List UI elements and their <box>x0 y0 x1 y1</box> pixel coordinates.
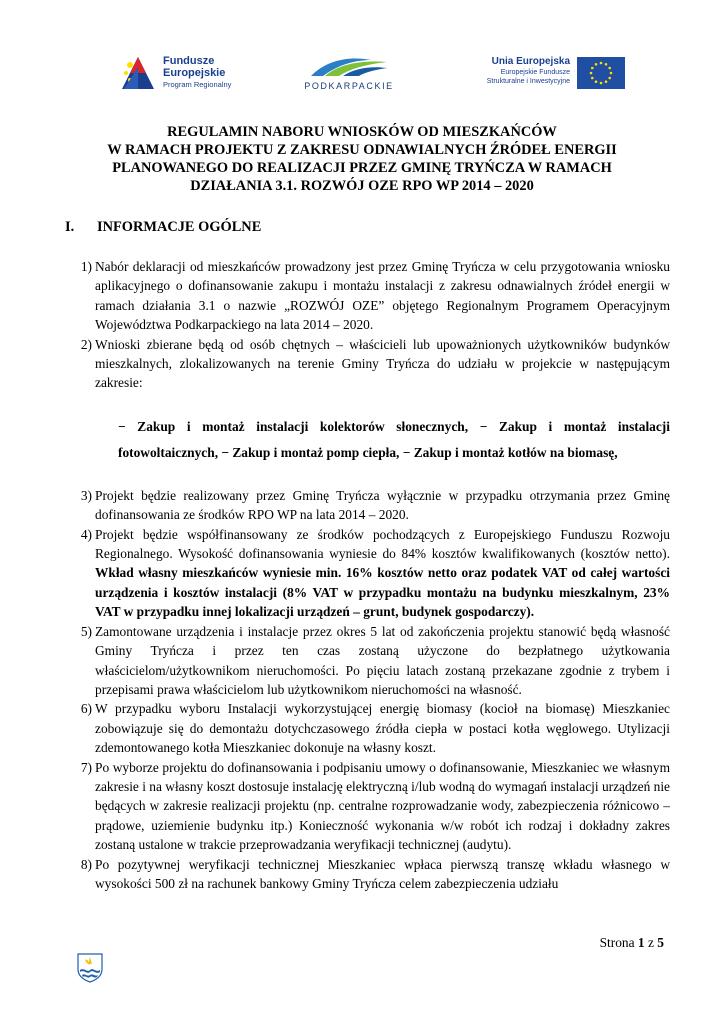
item-number: 7) <box>80 759 92 775</box>
page-current: 1 <box>637 935 645 950</box>
item-number: 4) <box>80 526 92 542</box>
list-item <box>60 335 670 393</box>
fe-logo-line1: Fundusze <box>163 55 215 67</box>
ue-logo-line2: Europejskie Fundusze <box>500 69 570 76</box>
title-line: PLANOWANEGO DO REALIZACJI PRZEZ GMINĘ TRYŃCZA W RAMACH <box>112 160 612 176</box>
title-line: REGULAMIN NABORU WNIOSKÓW OD MIESZKAŃCÓW <box>167 124 557 140</box>
item-text: Zamontowane urządzenia i instalacje przez okres 5 lat od zakończenia projektu stanowić będą własność Gminy Tryńcza i przez ten czas zostaną użyczone do bezpłatnego użytkowania właścicielom/użytkownikom nieruchomości. Po pięciu latach zostaną przekazane zgodnie z trybem i przepisami prawa właścicielom lub użytkownikom nieruchomości na własność. <box>95 623 670 697</box>
podkarpackie-hills-icon <box>309 54 389 78</box>
item-text: Projekt będzie realizowany przez Gminę Tryńcza wyłącznie w przypadku otrzymania przez Gminę dofinansowania ze środków RPO WP na lata 2014 – 2020. <box>95 487 670 523</box>
list-item <box>60 699 670 757</box>
item-number: 2) <box>80 336 92 352</box>
page-number-separator: z <box>647 935 654 950</box>
page-number <box>600 935 664 951</box>
list-item <box>60 525 670 622</box>
list-item <box>60 486 670 525</box>
item-text-wrapper <box>95 525 670 622</box>
item-text: Wnioski zbierane będą od osób chętnych – właścicieli lub upoważnionych użytkowników budynków mieszkalnych, zlokalizowanych na terenie Gminy Tryńcza do udziału w projekcie w następującym zakresie: <box>95 336 670 391</box>
item-number: 1) <box>80 259 92 274</box>
list-item <box>60 855 670 894</box>
item-bold-text: Wkład własny mieszkańców wyniesie min. 16% kosztów netto oraz podatek VAT od całej wartości urządzenia i kosztów instalacji (8% VAT w przypadku montażu na budynku mieszkalnym, 23% VAT w przypadku innej lokalizacji urządzeń – grunt, budynek gospodarczy). <box>95 565 670 620</box>
list-item <box>60 622 670 700</box>
fundusze-europejskie-logo <box>118 53 238 95</box>
document-body <box>60 257 670 893</box>
ue-logo-line3: Strukturalne i Inwestycyjne <box>486 78 570 85</box>
title-line: DZIAŁANIA 3.1. ROZWÓJ OZE RPO WP 2014 – 2020 <box>190 178 534 194</box>
item-number: 8) <box>80 856 92 872</box>
section-title: INFORMACJE OGÓLNE <box>97 219 262 235</box>
ue-logo-line1: Unia Europejska <box>491 56 570 67</box>
section-number: I. <box>65 219 75 235</box>
scope-list: − Zakup i montaż instalacji kolektorów słonecznych, − Zakup i montaż instalacji fotowoltaicznych, − Zakup i montaż pomp ciepła, − Zakup i montaż kotłów na biomasę, <box>118 418 670 460</box>
fe-logo-line2: Europejskie <box>163 67 226 79</box>
fe-logo-line3: Program Regionalny <box>163 80 232 89</box>
list-item <box>60 758 670 855</box>
item-text: Nabór deklaracji od mieszkańców prowadzony jest przez Gminę Tryńcza w celu przygotowania wniosku aplikacyjnego o dofinansowanie zakupu i montażu instalacji z zakresu odnawialnych źródeł energii w ramach działania 3.1 o nazwie „ROZWÓJ OZE” objętego Regionalnym Programem Operacyjnym Województwa Podkarpackiego na lata 2014 – 2020. <box>95 259 670 333</box>
eu-flag-icon <box>577 57 625 89</box>
unia-europejska-logo <box>475 56 625 94</box>
list-item <box>60 257 670 335</box>
header-logos <box>0 50 724 100</box>
page-total: 5 <box>657 935 664 950</box>
item-text: Po pozytywnej weryfikacji technicznej Mieszkaniec wpłaca pierwszą transzę wkładu własnego w wysokości 500 zł na rachunek bankowy Gminy Tryńcza celem zabezpieczenia udziału <box>95 856 670 891</box>
fundusze-europejskie-emblem-icon <box>118 53 158 93</box>
podkarpackie-logo <box>295 54 403 98</box>
item-number: 6) <box>80 701 92 717</box>
title-line: W RAMACH PROJEKTU Z ZAKRESU ODNAWIALNYCH ŹRÓDEŁ ENERGII <box>107 142 617 158</box>
page-number-prefix: Strona <box>599 935 635 950</box>
item-text: Po wyborze projektu do dofinansowania i podpisaniu umowy o dofinansowanie, Mieszkaniec we własnym zakresie i na własny koszt dostosuje instalację elektryczną i/lub wodną do wymagań instalacji urządzeń nie będących w zakresie realizacji projektu (np. centralne rozprowadzanie wody, zabezpieczenia różnicowo – prądowe, uziemienie budynku itp.) Konieczność wykonania w/w robót ich rodzaj i dokładny zakres zostaną ustalone w trakcie przeprowadzania weryfikacji technicznej (audytu). <box>95 759 670 853</box>
document-title <box>60 123 664 195</box>
item-number: 5) <box>80 623 92 639</box>
podkarpackie-name: PODKARPACKIE <box>304 81 394 91</box>
item-number: 3) <box>80 487 92 503</box>
item-text: Projekt będzie współfinansowany ze środków pochodzących z Europejskiego Funduszu Rozwoju Regionalnego. Wysokość dofinansowania wyniesie do 84% kosztów kwalifikowanych (kosztów netto). <box>95 526 670 562</box>
item-text: W przypadku wyboru Instalacji wykorzystującej energię biomasy (kocioł na biomasę) Mieszkaniec zobowiązuje się do demontażu dotychczasowego źródła ciepła w postaci kotła węglowego. Utylizacji zdemontowanego kotła Mieszkaniec dokonuje na własny koszt. <box>95 701 670 756</box>
gmina-coat-of-arms-icon <box>77 953 103 983</box>
section-heading <box>65 219 261 236</box>
